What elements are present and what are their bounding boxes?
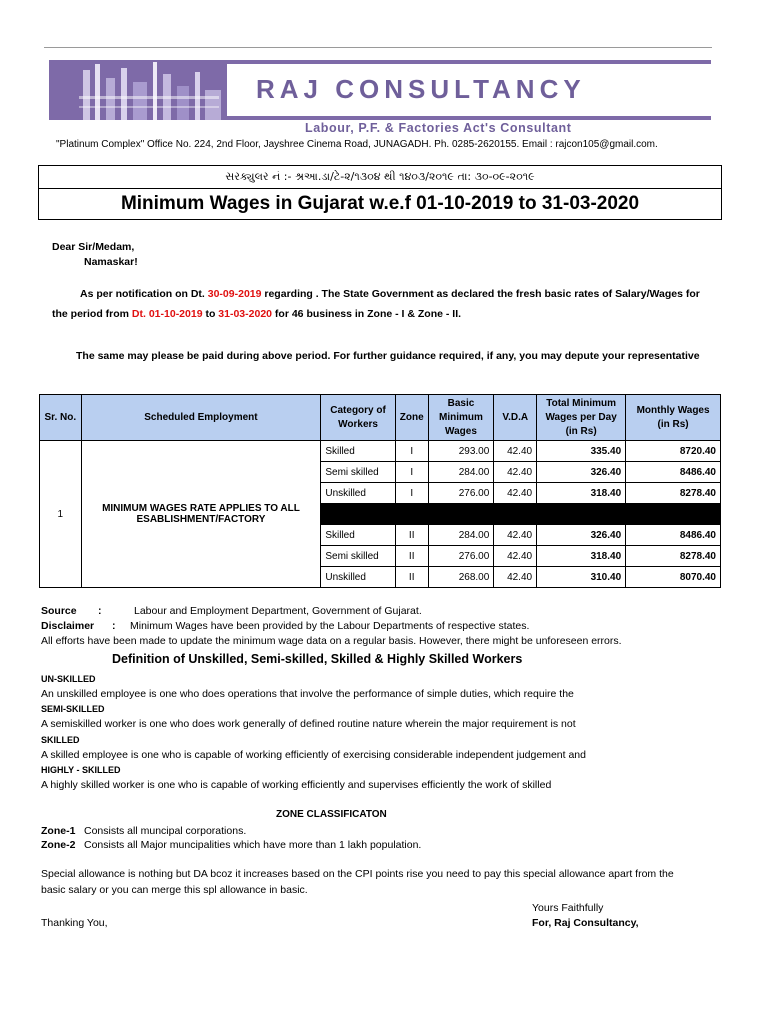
basic-cell: 284.00 xyxy=(428,462,494,483)
zone-cell: II xyxy=(395,546,428,567)
special-allowance-line2: basic salary or you can merge this spl allowance in basic. xyxy=(41,884,308,896)
document-title: Minimum Wages in Gujarat w.e.f 01-10-2019 to 31-03-2020 xyxy=(38,188,722,220)
monthly-cell: 8070.40 xyxy=(626,567,721,588)
monthly-cell: 8278.40 xyxy=(626,483,721,504)
vda-cell: 42.40 xyxy=(494,525,537,546)
monthly-cell: 8278.40 xyxy=(626,546,721,567)
vda-cell: 42.40 xyxy=(494,483,537,504)
vda-cell: 42.40 xyxy=(494,567,537,588)
vda-cell: 42.40 xyxy=(494,462,537,483)
brand-tagline: Labour, P.F. & Factories Act's Consultant xyxy=(305,121,572,135)
source-label: Source xyxy=(41,605,77,617)
monthly-cell: 8720.40 xyxy=(626,441,721,462)
highly-skilled-label: HIGHLY - SKILLED xyxy=(41,765,121,775)
zone-separator-bar xyxy=(321,504,721,525)
office-address: "Platinum Complex" Office No. 224, 2nd Floor, Jayshree Cinema Road, JUNAGADH. Ph. 0285-2620155. Email : rajcon105@gmail.com. xyxy=(56,139,658,150)
disclaimer-label: Disclaimer xyxy=(41,620,95,632)
circular-reference: સરક્યુલર નં :- શ્રઆ.ડા/ટે-૨/૧૩૦૪ થી ૧૪૦૩/૨૦૧૯ તા: ૩૦-૦૯-૨૦૧૯ xyxy=(38,165,722,188)
para2-text-b: to xyxy=(202,308,219,320)
source-text: Labour and Employment Department, Government of Gujarat. xyxy=(134,605,422,617)
para1-text-a: As per notification on Dt. xyxy=(80,288,208,300)
skilled-definition: A skilled employee is one who is capable of working efficiently of exercising considerable independent judgement and xyxy=(41,749,586,761)
basic-cell: 276.00 xyxy=(428,546,494,567)
thanking-you: Thanking You, xyxy=(41,917,108,929)
highly-skilled-definition: A highly skilled worker is one who is capable of working efficiently and supervises efficiently the work of skilled xyxy=(41,779,552,791)
category-cell: Skilled xyxy=(321,525,395,546)
header-basic-wages: Basic Minimum Wages xyxy=(428,395,494,441)
header-vda: V.D.A xyxy=(494,395,537,441)
zone-classification-heading: ZONE CLASSIFICATON xyxy=(276,809,387,820)
zone1-label: Zone-1 xyxy=(41,825,76,837)
category-cell: Unskilled xyxy=(321,483,395,504)
zone-cell: II xyxy=(395,567,428,588)
minimum-wages-table xyxy=(39,394,721,588)
zone2-text: Consists all Major muncipalities which have more than 1 lakh population. xyxy=(84,839,422,851)
total-cell: 318.40 xyxy=(537,483,626,504)
employment-cell: MINIMUM WAGES RATE APPLIES TO ALL ESABLISHMENT/FACTORY xyxy=(81,441,321,588)
monthly-cell: 8486.40 xyxy=(626,462,721,483)
greeting: Namaskar! xyxy=(84,256,138,268)
disclaimer-text: Minimum Wages have been provided by the Labour Departments of respective states. xyxy=(130,620,530,632)
unskilled-definition: An unskilled employee is one who does operations that involve the performance of simple duties, which require the xyxy=(41,688,574,700)
semiskilled-label: SEMI-SKILLED xyxy=(41,704,105,714)
para2-text-c: for 46 business in Zone - I & Zone - II. xyxy=(272,308,462,320)
zone-cell: I xyxy=(395,441,428,462)
guidance-paragraph: The same may please be paid during above period. For further guidance required, if any, you may depute your representative xyxy=(76,350,700,362)
category-cell: Skilled xyxy=(321,441,395,462)
notification-date: 30-09-2019 xyxy=(207,288,262,300)
basic-cell: 284.00 xyxy=(428,525,494,546)
special-allowance-line1: Special allowance is nothing but DA bcoz it increases based on the CPI points rise you need to pay this special allowance apart from the xyxy=(41,868,674,880)
salutation: Dear Sir/Medam, xyxy=(52,241,135,253)
header-category: Category of Workers xyxy=(321,395,395,441)
header-sr-no: Sr. No. xyxy=(40,395,82,441)
signature-firm: For, Raj Consultancy, xyxy=(532,917,639,929)
para2-text-a: the period from xyxy=(52,308,132,320)
header-total-wages: Total Minimum Wages per Day (in Rs) xyxy=(537,395,626,441)
brand-name: RAJ CONSULTANCY xyxy=(256,74,586,104)
vda-cell: 42.40 xyxy=(494,546,537,567)
basic-cell: 276.00 xyxy=(428,483,494,504)
vda-cell: 42.40 xyxy=(494,441,537,462)
efforts-note: All efforts have been made to update the minimum wage data on a regular basis. However, there might be unforeseen errors. xyxy=(41,635,622,647)
header-monthly-wages: Monthly Wages (in Rs) xyxy=(626,395,721,441)
basic-cell: 268.00 xyxy=(428,567,494,588)
total-cell: 318.40 xyxy=(537,546,626,567)
table-header-row xyxy=(40,395,721,441)
semiskilled-definition: A semiskilled worker is one who does work generally of defined routine nature wherein the major requirement is not xyxy=(41,718,576,730)
para1-text-b: regarding . The State Government as declared the fresh basic rates of Salary/Wages for xyxy=(261,288,700,300)
notification-paragraph-line2 xyxy=(52,308,461,320)
header-top-rule xyxy=(44,47,712,48)
zone-cell: I xyxy=(395,483,428,504)
disclaimer-separator: : xyxy=(112,620,116,632)
zone2-label: Zone-2 xyxy=(41,839,76,851)
sr-no-cell: 1 xyxy=(40,441,82,588)
category-cell: Semi skilled xyxy=(321,546,395,567)
total-cell: 310.40 xyxy=(537,567,626,588)
period-from-date: Dt. 01-10-2019 xyxy=(131,308,203,320)
header-zone: Zone xyxy=(395,395,428,441)
yours-faithfully: Yours Faithfully xyxy=(532,902,604,914)
category-cell: Unskilled xyxy=(321,567,395,588)
total-cell: 326.40 xyxy=(537,462,626,483)
unskilled-label: UN-SKILLED xyxy=(41,674,96,684)
table-row xyxy=(40,441,721,462)
zone1-text: Consists all muncipal corporations. xyxy=(84,825,247,837)
factory-logo-icon xyxy=(49,60,227,120)
notification-paragraph-line1 xyxy=(80,288,700,300)
total-cell: 335.40 xyxy=(537,441,626,462)
zone-cell: I xyxy=(395,462,428,483)
basic-cell: 293.00 xyxy=(428,441,494,462)
period-to-date: 31-03-2020 xyxy=(218,308,273,320)
skilled-label: SKILLED xyxy=(41,735,80,745)
total-cell: 326.40 xyxy=(537,525,626,546)
category-cell: Semi skilled xyxy=(321,462,395,483)
zone-cell: II xyxy=(395,525,428,546)
source-separator: : xyxy=(98,605,102,617)
header-scheduled-employment: Scheduled Employment xyxy=(81,395,321,441)
monthly-cell: 8486.40 xyxy=(626,525,721,546)
definitions-heading: Definition of Unskilled, Semi-skilled, Skilled & Highly Skilled Workers xyxy=(112,652,523,666)
